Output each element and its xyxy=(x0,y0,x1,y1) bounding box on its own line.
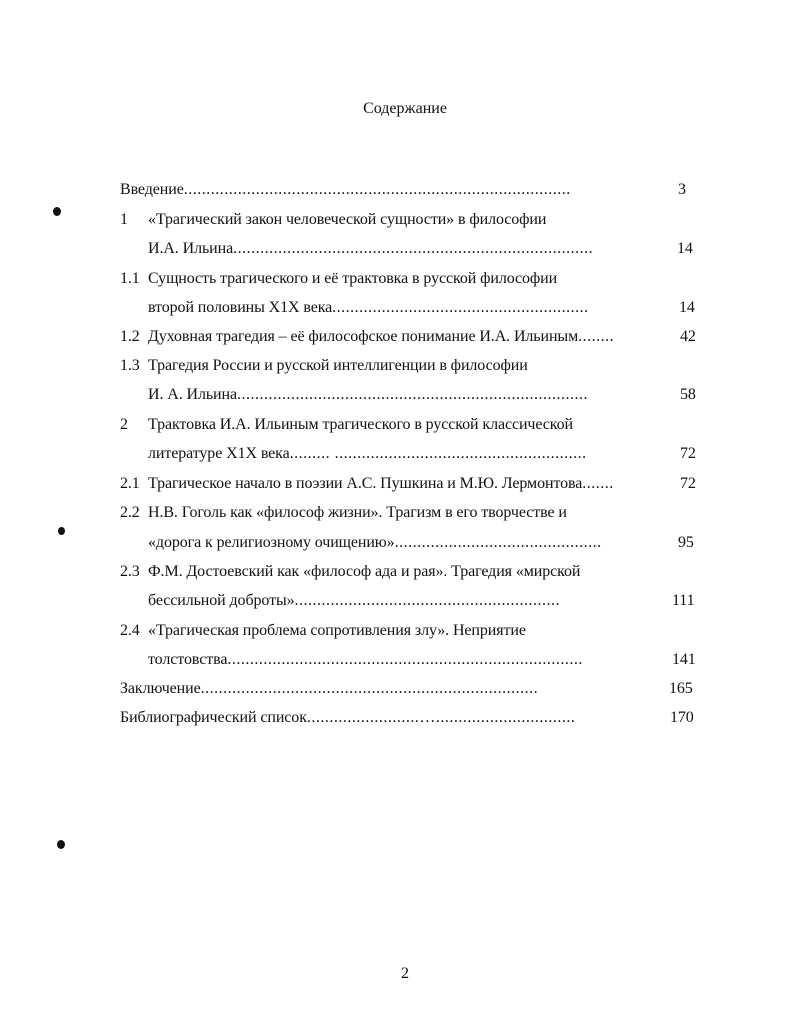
toc-page-number: 111 xyxy=(672,592,695,609)
toc-entry-chapter-1-cont[interactable] xyxy=(148,240,593,258)
toc-page-number: 14 xyxy=(677,240,693,257)
toc-entry-section-2-4-cont[interactable] xyxy=(148,651,583,669)
page-number: 2 xyxy=(401,965,409,982)
toc-entry-intro[interactable] xyxy=(120,181,571,199)
toc-entry-number: 1 xyxy=(120,211,128,228)
toc-leader-dots: ......... ........................................................ xyxy=(289,445,587,462)
toc-entry-text: Ф.М. Достоевский как «философ ада и рая». Трагедия «мирской xyxy=(148,563,581,580)
toc-entry-text: Введение xyxy=(120,181,184,198)
toc-entry-section-2-3[interactable] xyxy=(120,563,580,581)
toc-leader-dots: .............................................. xyxy=(394,534,602,551)
toc-entry-conclusion[interactable] xyxy=(120,680,538,698)
toc-page-number: 141 xyxy=(672,651,696,668)
toc-page-number: 3 xyxy=(678,181,686,198)
toc-entry-section-1-3[interactable] xyxy=(120,357,528,375)
toc-entry-number: 1.1 xyxy=(120,270,140,287)
margin-mark xyxy=(53,207,61,216)
toc-leader-dots: ...................................................................................... xyxy=(183,181,571,198)
toc-entry-section-1-1-cont[interactable] xyxy=(148,299,589,317)
toc-entry-text: И.А. Ильина xyxy=(148,240,234,257)
toc-leader-dots: ................................................................................ xyxy=(233,240,594,257)
toc-entry-section-2-2-cont[interactable] xyxy=(148,534,602,552)
toc-entry-text: Трагическое начало в поэзии А.С. Пушкина и М.Ю. Лермонтова xyxy=(148,475,583,492)
toc-entry-number: 2.2 xyxy=(120,504,140,521)
toc-entry-text: И. А. Ильина xyxy=(148,386,237,403)
toc-entry-number: 2.3 xyxy=(120,563,140,580)
toc-entry-section-1-1[interactable] xyxy=(120,270,557,288)
toc-entry-bibliography[interactable] xyxy=(120,709,575,727)
toc-page-number: 42 xyxy=(680,328,696,345)
margin-mark xyxy=(58,527,65,535)
toc-entry-text: Сущность трагического и её трактовка в русской философии xyxy=(148,270,558,287)
toc-leader-dots: ........................................................................... xyxy=(200,680,539,697)
toc-entry-number: 2.4 xyxy=(120,622,140,639)
toc-page-number: 14 xyxy=(679,299,695,316)
toc-entry-number: 2.1 xyxy=(120,475,140,492)
toc-entry-section-2-2[interactable] xyxy=(120,504,567,522)
toc-page-number: 165 xyxy=(669,680,693,697)
page-title: Содержание xyxy=(363,100,447,117)
toc-leader-dots: .............................................................................. xyxy=(236,386,588,403)
toc-entry-text: «дорога к религиозному очищению» xyxy=(148,534,395,551)
toc-entry-text: Духовная трагедия – её философское понимание И.А. Ильиным xyxy=(148,328,579,345)
toc-entry-text: «Трагическая проблема сопротивления злу». Неприятие xyxy=(148,622,526,639)
toc-entry-text: «Трагический закон человеческой сущности» в философии xyxy=(148,211,547,228)
toc-page-number: 72 xyxy=(680,445,696,462)
toc-entry-chapter-1[interactable] xyxy=(120,211,546,229)
toc-page-number: 95 xyxy=(678,534,694,551)
toc-entry-text: Н.В. Гоголь как «философ жизни». Трагизм в его творчестве и xyxy=(148,504,567,521)
toc-entry-text: бессильной доброты» xyxy=(148,592,295,609)
toc-leader-dots: ............................................................................... xyxy=(227,651,583,668)
toc-page-number: 170 xyxy=(670,709,694,726)
toc-entry-chapter-2[interactable] xyxy=(120,416,573,434)
toc-entry-section-2-3-cont[interactable] xyxy=(148,592,560,610)
margin-mark xyxy=(57,840,65,849)
toc-page-number: 58 xyxy=(680,386,696,403)
toc-entry-number: 1.3 xyxy=(120,357,140,374)
toc-entry-chapter-2-cont[interactable] xyxy=(148,445,587,463)
toc-entry-text: Трагедия России и русской интеллигенции в философии xyxy=(148,357,528,374)
toc-entry-number: 2 xyxy=(120,416,128,433)
toc-entry-number: 1.2 xyxy=(120,328,140,345)
toc-leader-dots: ......................................................... xyxy=(332,299,589,316)
toc-entry-section-1-2[interactable] xyxy=(120,328,614,346)
toc-leader-dots: .........................…............................... xyxy=(306,709,576,726)
toc-entry-section-2-4[interactable] xyxy=(120,622,526,640)
toc-entry-text: Трактовка И.А. Ильиным трагического в русской классической xyxy=(148,416,573,433)
toc-entry-text: толстовства xyxy=(148,651,228,668)
toc-entry-text: Библиографический список xyxy=(120,709,307,726)
toc-leader-dots: ....... xyxy=(582,475,614,492)
toc-entry-text: Заключение xyxy=(120,680,201,697)
toc-entry-text: литературе Х1Х века xyxy=(148,445,290,462)
toc-entry-section-2-1[interactable] xyxy=(120,475,614,493)
toc-entry-section-1-3-cont[interactable] xyxy=(148,386,588,404)
toc-page-number: 72 xyxy=(680,475,696,492)
toc-leader-dots: ........ xyxy=(578,328,615,345)
toc-leader-dots: ........................................................... xyxy=(294,592,561,609)
toc-entry-text: второй половины Х1Х века xyxy=(148,299,333,316)
